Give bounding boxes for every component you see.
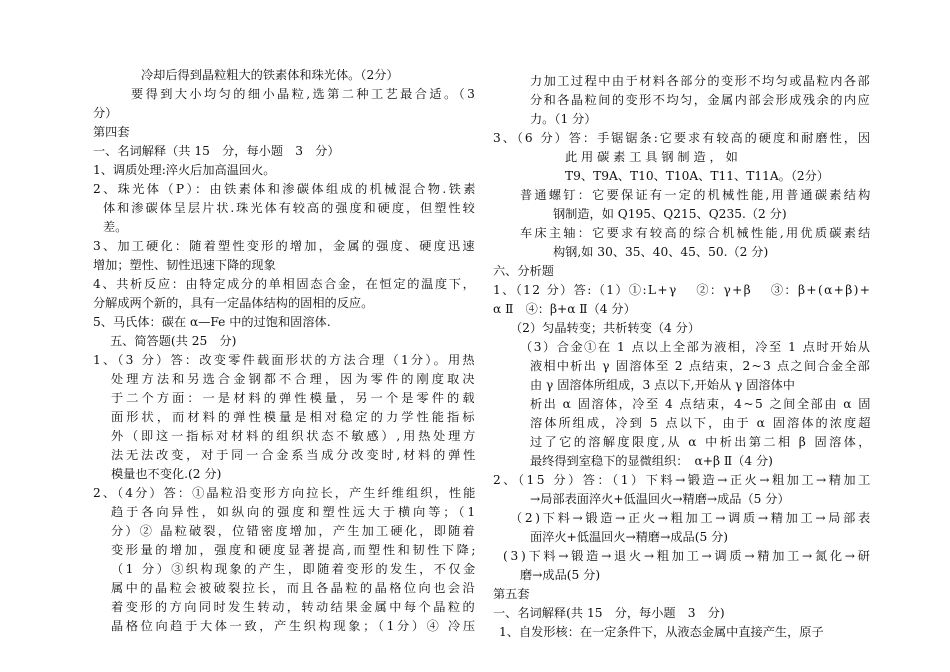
text-line: 1、（12 分）答:（1）①:L+γ ②：γ+β ③：β+(α+β)+ xyxy=(493,283,872,297)
text-line: 第四套 xyxy=(93,125,130,139)
text-line: 力。（1 分） xyxy=(530,112,597,126)
text-line: 面形状，而材料的弹性模量是相对稳定的力学性能指标 xyxy=(111,410,478,424)
text-line: 1、自发形核：在一定条件下，从液态金属中直接产生，原子 xyxy=(499,625,824,639)
text-line: 分） xyxy=(93,106,118,120)
text-line: 5、马氏体：碳在 α—Fe 中的过饱和固溶体. xyxy=(93,315,331,329)
text-line: 晶格位向趋于大体一致，产生织构现象；（1分）④ 冷压 xyxy=(111,619,478,633)
text-line: 3、加工硬化：随着塑性变形的增加，金属的强度、硬度迅速 xyxy=(93,239,477,253)
text-line: 要得到大小均匀的细小晶粒,选第二种工艺最合适。（3 xyxy=(131,87,478,101)
text-line: 析出 α 固溶体，冷至 4 点结束，4~5 之间全部由 α 固 xyxy=(530,397,872,411)
text-line: 五、简答题(共 25 分) xyxy=(110,334,237,348)
text-line: →局部表面淬火+低温回火→精磨→成品（5 分） xyxy=(530,492,790,506)
text-line: 液相中析出 γ 固溶体至 2 点结束，2~3 点之间合金全部 xyxy=(530,359,872,373)
text-line: 2、珠光体（P）：由铁素体和渗碳体组成的机械混合物.铁素 xyxy=(93,182,478,196)
text-line: 外（即这一指标对材料的组织状态不敏感）,用热处理方 xyxy=(111,429,479,443)
text-line: 一、名词解释(共 15 分，每小题 3 分) xyxy=(493,606,725,620)
text-line: 钢制造，如 Q195、Q215、Q235.（2 分) xyxy=(553,207,787,221)
text-line: α Ⅱ ④：β+α Ⅱ（4 分） xyxy=(493,302,636,316)
text-line: 增加；塑性、韧性迅速下降的现象 xyxy=(93,258,276,272)
text-line: 体和渗碳体呈层片状.珠光体有较高的强度和硬度，但塑性较 xyxy=(103,201,477,215)
text-line: 于二个方面：一是材料的弹性模量，另一个是零件的载 xyxy=(111,391,478,405)
text-line: 最终得到室稳下的显微组织： α+β Ⅱ（4 分) xyxy=(530,454,773,468)
text-line: 2、（4分）答：①晶粒沿变形方向拉长，产生纤维组织，性能 xyxy=(93,486,478,500)
text-line: 面淬火+低温回火→精磨→成品(5 分) xyxy=(530,530,729,544)
text-line: 趋于各向异性，如纵向的强度和塑性远大于横向等；（1 xyxy=(111,505,479,519)
text-line: (3)下料→锻造→退火→粗加工→调质→精加工→氮化→研 xyxy=(503,549,873,563)
text-line: 普通螺钉：它要保证有一定的机械性能,用普通碳素结构 xyxy=(520,188,873,202)
text-line: 六、分析题 xyxy=(493,264,554,278)
text-line: （2)下料→锻造→正火→粗加工→调质→精加工→局部表 xyxy=(510,511,873,525)
text-line: 过了它的溶解度限度,从 α 中析出第二相 β 固溶体， xyxy=(530,435,873,449)
text-line: 法无法改变，对于同一合金系当成分改变时,材料的弹性 xyxy=(111,448,479,462)
text-line: 溶体所组成，冷到 5 点以下，由于 α 固溶体的浓度超 xyxy=(530,416,873,430)
text-line: 分）② 晶粒破裂，位错密度增加，产生加工硬化，即随着 xyxy=(111,524,477,538)
text-line: 车床主轴：它要求有较高的综合机械性能,用优质碳素结 xyxy=(520,226,873,240)
text-line: 1、调质处理:淬火后加高温回火。 xyxy=(93,163,276,177)
text-line: 变形量的增加，强度和硬度显著提高,而塑性和韧性下降; xyxy=(111,543,479,557)
text-line: 冷却后得到晶粒粗大的铁素体和珠光体。（2分） xyxy=(141,68,399,82)
text-line: 4、共析反应：由特定成分的单相固态合金，在恒定的温度下， xyxy=(93,277,477,291)
text-line: 模量也不变化.(2 分) xyxy=(111,467,222,481)
text-line: 构钢,如 30、35、40、45、50.（2 分) xyxy=(553,245,769,259)
text-line: 此 用 碳 素 工 具 钢 制 造 ， 如 xyxy=(565,150,738,164)
text-line: 差。 xyxy=(103,220,128,234)
text-line: 1、（3 分）答：改变零件载面形状的方法合理（1分）。用热 xyxy=(93,353,477,367)
text-line: 一、名词解释（共 15 分，每小题 3 分） xyxy=(93,144,340,158)
text-line: （3）合金①在 1 点以上全部为液相，冷至 1 点时开始从 xyxy=(520,340,872,354)
text-line: 分解成两个新的，具有一定晶体结构的固相的反应。 xyxy=(93,296,374,310)
text-line: 着变形的方向同时发生转动，转动结果金属中每个晶粒的 xyxy=(111,600,478,614)
text-line: 处理方法和另选合金钢都不合理，因为零件的刚度取决 xyxy=(111,372,478,386)
text-line: （2）匀晶转变；共析转变（4 分） xyxy=(510,321,701,335)
text-line: 磨→成品(5 分) xyxy=(520,568,601,582)
text-line: 属中的晶粒会被破裂拉长，而且各晶粒的晶格位向也会沿 xyxy=(111,581,478,595)
text-line: （1 分）③织构现象的产生，即随着变形的发生，不仅金 xyxy=(111,562,478,576)
text-line: 分和各晶粒间的变形不均匀，金属内部会形成残余的内应 xyxy=(530,93,872,107)
text-line: 3、（6 分）答：手锯锯条:它要求有较高的硬度和耐磨性，因 xyxy=(493,131,873,145)
text-line: 2、（15 分）答：（1）下料→锻造→正火→粗加工→精加工 xyxy=(493,473,873,487)
text-line: 由 γ 固溶体所组成，3 点以下,开始从 γ 固溶体中 xyxy=(530,378,795,392)
text-line: 力加工过程中由于材料各部分的变形不均匀或晶粒内各部 xyxy=(530,74,872,88)
text-line: T9、T9A、T10、T10A、T11、T11A。（2分） xyxy=(565,169,830,183)
text-line: 第五套 xyxy=(493,587,530,601)
